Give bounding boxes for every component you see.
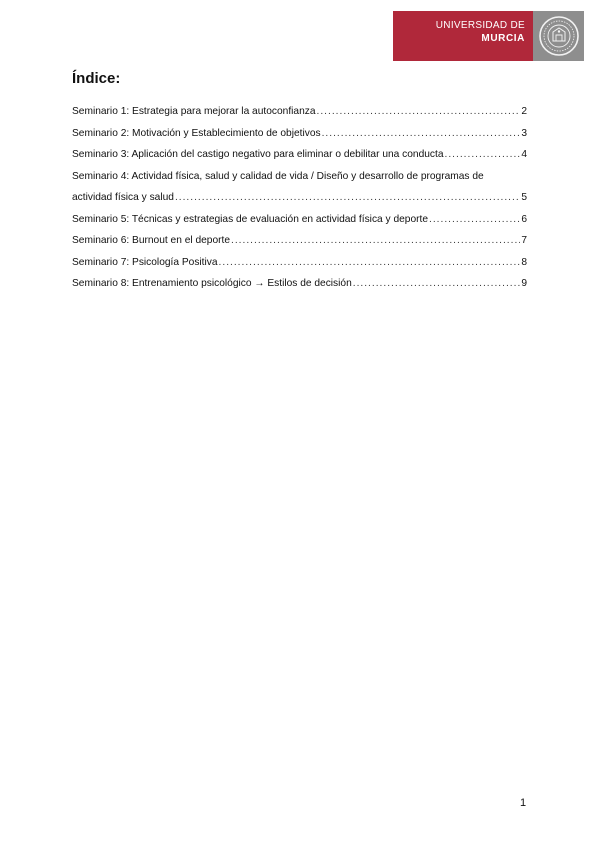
dot-leader (219, 252, 521, 274)
dot-leader (322, 123, 521, 145)
logo-text-line1: UNIVERSIDAD DE (435, 20, 525, 31)
table-of-contents (72, 101, 527, 295)
logo-wordmark (393, 11, 533, 61)
dot-leader (175, 187, 520, 209)
toc-entry-title-line1: Seminario 4: Actividad física, salud y calidad de vida / Diseño y desarrollo de programas de (72, 170, 484, 182)
university-seal-icon (533, 11, 584, 61)
toc-entry-seminario-5[interactable] (72, 209, 527, 231)
toc-entry-page: 3 (521, 127, 527, 139)
dot-leader (429, 209, 520, 231)
toc-entry-seminario-4[interactable] (72, 166, 527, 209)
toc-entry-seminario-1[interactable] (72, 101, 527, 123)
toc-entry-page: 7 (521, 235, 527, 246)
toc-entry-seminario-7[interactable] (72, 252, 527, 274)
toc-entry-seminario-2[interactable] (72, 123, 527, 145)
toc-entry-title: Seminario 6: Burnout en el deporte (72, 235, 231, 246)
toc-entry-title: Seminario 7: Psicología Positiva (72, 256, 218, 268)
dot-leader (445, 144, 521, 166)
toc-entry-page: 9 (521, 278, 527, 289)
toc-entry-title: Seminario 1: Estrategia para mejorar la autoconfianza (72, 106, 316, 117)
toc-heading: Índice: (72, 70, 121, 87)
toc-entry-seminario-6[interactable] (72, 230, 527, 252)
toc-entry-title: Seminario 3: Aplicación del castigo negativo para eliminar o debilitar una conducta (72, 149, 444, 160)
toc-entry-title: Seminario 5: Técnicas y estrategias de evaluación en actividad física y deporte (72, 213, 429, 225)
page-number: 1 (520, 797, 527, 809)
toc-entry-page: 4 (521, 149, 527, 160)
toc-entry-seminario-3[interactable] (72, 144, 527, 166)
dot-leader (231, 230, 520, 252)
logo-text-line2: MURCIA (481, 33, 525, 44)
toc-entry-title: Seminario 8: Entrenamiento psicológico → Estilos de decisión (72, 278, 352, 289)
toc-entry-page: 8 (521, 256, 527, 268)
toc-entry-title: actividad física y salud (72, 192, 174, 203)
university-logo (393, 11, 584, 61)
toc-entry-page: 5 (521, 192, 527, 203)
dot-leader (353, 273, 521, 295)
dot-leader (317, 101, 521, 123)
toc-entry-title: Seminario 2: Motivación y Establecimiento de objetivos (72, 127, 321, 139)
toc-entry-page: 2 (521, 106, 527, 117)
toc-entry-seminario-8[interactable] (72, 273, 527, 295)
toc-entry-page: 6 (521, 213, 527, 225)
